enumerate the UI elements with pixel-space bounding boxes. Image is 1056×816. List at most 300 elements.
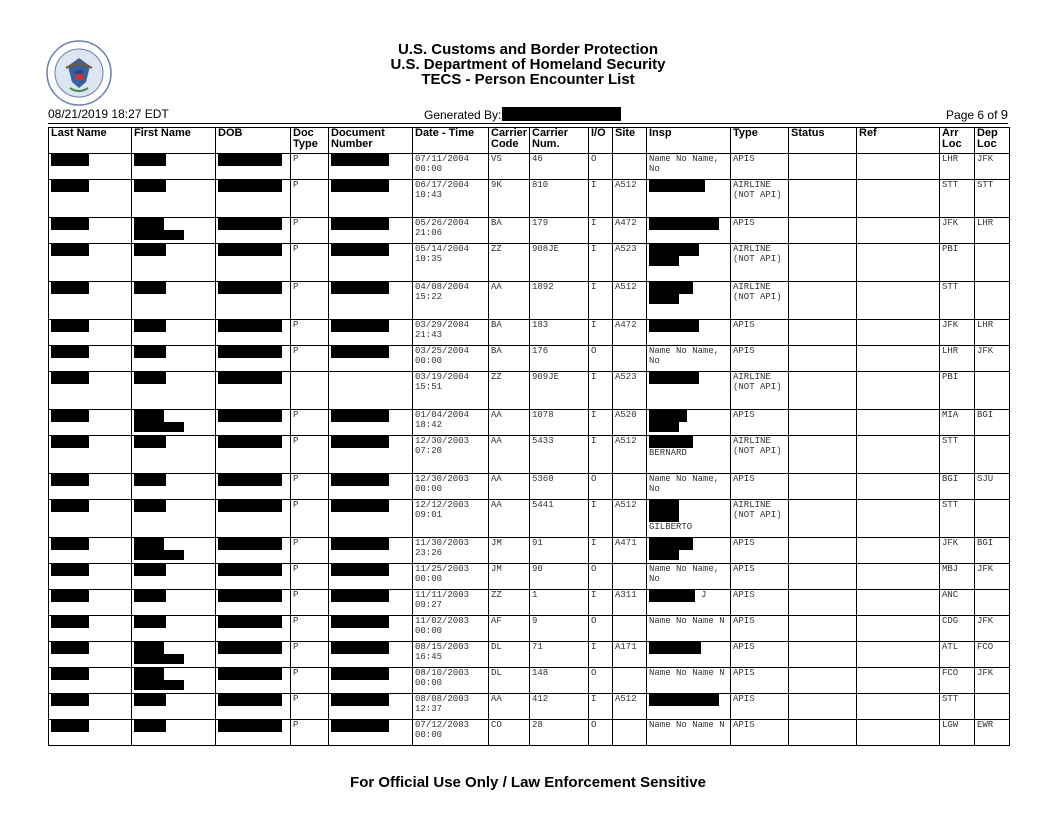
status-cell xyxy=(789,346,857,372)
redaction xyxy=(649,256,679,266)
generated-by-label: Generated By: xyxy=(424,108,502,122)
table-row xyxy=(49,320,1010,346)
insp-cell: Name No Name, No xyxy=(647,346,731,372)
type-cell: APIS xyxy=(731,218,789,244)
document-number-cell xyxy=(329,244,413,282)
carrier-code-cell: AA xyxy=(489,436,530,474)
arr-cell: PBI xyxy=(940,372,975,410)
table-header-row xyxy=(49,128,1010,154)
last-name-cell xyxy=(49,474,132,500)
redaction xyxy=(649,642,701,654)
page-total: 9 xyxy=(1000,107,1008,122)
last-name-cell xyxy=(49,668,132,694)
dob-cell xyxy=(216,346,291,372)
redaction xyxy=(649,294,679,304)
status-cell xyxy=(789,668,857,694)
footer-caveat: For Official Use Only / Law Enforcement Sensitive xyxy=(350,774,706,791)
arr-cell: PBI xyxy=(940,244,975,282)
column-header: Doc Type xyxy=(291,128,329,154)
last-name-cell xyxy=(49,244,132,282)
type-cell: APIS xyxy=(731,474,789,500)
redaction xyxy=(134,422,184,432)
io-cell: I xyxy=(589,694,613,720)
redaction xyxy=(331,218,389,230)
dob-cell xyxy=(216,474,291,500)
dep-cell: STT xyxy=(975,180,1010,218)
agency-title: U.S. Customs and Border Protection xyxy=(397,41,659,58)
redaction xyxy=(51,282,89,294)
arr-cell: LHR xyxy=(940,346,975,372)
table-row xyxy=(49,474,1010,500)
document-number-cell xyxy=(329,154,413,180)
redaction xyxy=(331,538,389,550)
carrier-code-cell: AA xyxy=(489,694,530,720)
table-row xyxy=(49,564,1010,590)
table-row xyxy=(49,616,1010,642)
redaction xyxy=(218,180,282,192)
redaction xyxy=(331,642,389,654)
dob-cell xyxy=(216,720,291,746)
carrier-code-cell: DL xyxy=(489,642,530,668)
column-header: Status xyxy=(789,128,857,154)
department-title: U.S. Department of Homeland Security xyxy=(390,56,666,73)
arr-cell: JFK xyxy=(940,218,975,244)
status-cell xyxy=(789,436,857,474)
redaction xyxy=(51,436,89,448)
io-cell: I xyxy=(589,410,613,436)
dep-cell: JFK xyxy=(975,346,1010,372)
date-time-cell: 11/25/2003 00:00 xyxy=(413,564,489,590)
redaction xyxy=(134,616,166,628)
document-number-cell xyxy=(329,218,413,244)
date-time-cell: 11/02/2003 00:00 xyxy=(413,616,489,642)
redaction xyxy=(134,218,164,230)
dep-cell: EWR xyxy=(975,720,1010,746)
status-cell xyxy=(789,154,857,180)
dob-cell xyxy=(216,180,291,218)
dep-cell xyxy=(975,500,1010,538)
carrier-code-cell: JM xyxy=(489,538,530,564)
ref-cell xyxy=(857,180,940,218)
table-row xyxy=(49,282,1010,320)
redaction xyxy=(51,244,89,256)
redaction xyxy=(649,244,699,256)
insp-cell xyxy=(647,500,731,538)
carrier-num-cell: 1078 xyxy=(530,410,589,436)
first-name-cell xyxy=(132,410,216,436)
io-cell: O xyxy=(589,720,613,746)
first-name-cell xyxy=(132,282,216,320)
date-time-cell: 01/04/2004 18:42 xyxy=(413,410,489,436)
dob-cell xyxy=(216,218,291,244)
document-number-cell xyxy=(329,616,413,642)
redaction xyxy=(134,320,166,332)
io-cell: O xyxy=(589,616,613,642)
dep-cell xyxy=(975,282,1010,320)
table-row xyxy=(49,244,1010,282)
site-cell: A520 xyxy=(613,410,647,436)
document-number-cell xyxy=(329,500,413,538)
carrier-num-cell: 909JE xyxy=(530,372,589,410)
redaction xyxy=(218,668,282,680)
document-number-cell xyxy=(329,694,413,720)
doc-type-cell: P xyxy=(291,500,329,538)
redaction xyxy=(331,720,389,732)
column-header: I/O xyxy=(589,128,613,154)
last-name-cell xyxy=(49,154,132,180)
dob-cell xyxy=(216,436,291,474)
site-cell xyxy=(613,474,647,500)
redaction xyxy=(51,218,89,230)
first-name-cell xyxy=(132,436,216,474)
first-name-cell xyxy=(132,218,216,244)
status-cell xyxy=(789,694,857,720)
doc-type-cell: P xyxy=(291,538,329,564)
redaction xyxy=(51,320,89,332)
redaction xyxy=(134,564,166,576)
last-name-cell xyxy=(49,720,132,746)
date-time-cell: 04/08/2004 15:22 xyxy=(413,282,489,320)
redaction xyxy=(134,346,166,358)
arr-cell: STT xyxy=(940,180,975,218)
arr-cell: MBJ xyxy=(940,564,975,590)
column-header: Site xyxy=(613,128,647,154)
date-time-cell: 08/15/2003 16:45 xyxy=(413,642,489,668)
site-cell: A472 xyxy=(613,218,647,244)
carrier-num-cell: 183 xyxy=(530,320,589,346)
dep-cell xyxy=(975,244,1010,282)
date-time-cell: 03/19/2004 15:51 xyxy=(413,372,489,410)
redaction xyxy=(331,564,389,576)
redaction xyxy=(51,500,89,512)
column-header: First Name xyxy=(132,128,216,154)
redaction xyxy=(51,372,89,384)
type-cell: APIS xyxy=(731,154,789,180)
doc-type-cell: P xyxy=(291,282,329,320)
dob-cell xyxy=(216,642,291,668)
dep-cell: LHR xyxy=(975,218,1010,244)
redaction xyxy=(649,422,679,432)
insp-cell: Name No Name, No xyxy=(647,154,731,180)
first-name-cell xyxy=(132,180,216,218)
table-row xyxy=(49,538,1010,564)
redaction xyxy=(331,436,389,448)
redaction xyxy=(218,538,282,550)
redaction xyxy=(218,474,282,486)
document-number-cell xyxy=(329,282,413,320)
redaction xyxy=(134,282,166,294)
redaction xyxy=(134,436,166,448)
report-timestamp: 08/21/2019 18:27 EDT xyxy=(48,107,169,121)
date-time-cell: 07/11/2004 00:00 xyxy=(413,154,489,180)
date-time-cell: 05/14/2004 10:35 xyxy=(413,244,489,282)
carrier-code-cell: ZZ xyxy=(489,590,530,616)
document-number-cell xyxy=(329,320,413,346)
first-name-cell xyxy=(132,538,216,564)
first-name-cell xyxy=(132,244,216,282)
dep-cell xyxy=(975,436,1010,474)
redaction xyxy=(218,720,282,732)
doc-type-cell: P xyxy=(291,436,329,474)
redaction xyxy=(218,694,282,706)
date-time-cell: 12/30/2003 07:20 xyxy=(413,436,489,474)
first-name-cell xyxy=(132,564,216,590)
dob-cell xyxy=(216,372,291,410)
dep-cell: SJU xyxy=(975,474,1010,500)
redaction xyxy=(331,668,389,680)
ref-cell xyxy=(857,410,940,436)
document-number-cell xyxy=(329,346,413,372)
ref-cell xyxy=(857,346,940,372)
redaction xyxy=(134,590,166,602)
redaction xyxy=(51,180,89,192)
redaction xyxy=(331,180,389,192)
generated-by xyxy=(424,107,621,122)
site-cell xyxy=(613,668,647,694)
column-header: Ref xyxy=(857,128,940,154)
doc-type-cell: P xyxy=(291,590,329,616)
doc-type-cell xyxy=(291,372,329,410)
insp-cell xyxy=(647,180,731,218)
site-cell: A512 xyxy=(613,180,647,218)
doc-type-cell: P xyxy=(291,474,329,500)
redaction xyxy=(331,474,389,486)
redaction xyxy=(134,550,184,560)
status-cell xyxy=(789,564,857,590)
type-cell: APIS xyxy=(731,564,789,590)
redaction xyxy=(649,694,719,706)
column-header: DOB xyxy=(216,128,291,154)
last-name-cell xyxy=(49,282,132,320)
site-cell xyxy=(613,564,647,590)
site-cell: A311 xyxy=(613,590,647,616)
io-cell: O xyxy=(589,474,613,500)
ref-cell xyxy=(857,436,940,474)
insp-cell xyxy=(647,218,731,244)
last-name-cell xyxy=(49,616,132,642)
arr-cell: ANC xyxy=(940,590,975,616)
arr-cell: ATL xyxy=(940,642,975,668)
status-cell xyxy=(789,500,857,538)
io-cell: I xyxy=(589,642,613,668)
last-name-cell xyxy=(49,538,132,564)
redaction xyxy=(218,244,282,256)
redaction xyxy=(331,282,389,294)
dob-cell xyxy=(216,538,291,564)
column-header: Insp xyxy=(647,128,731,154)
status-cell xyxy=(789,720,857,746)
table-row xyxy=(49,642,1010,668)
status-cell xyxy=(789,282,857,320)
page-indicator xyxy=(946,107,1008,122)
carrier-code-cell: BA xyxy=(489,218,530,244)
redaction xyxy=(134,410,164,422)
column-header: Type xyxy=(731,128,789,154)
first-name-cell xyxy=(132,372,216,410)
doc-type-cell: P xyxy=(291,218,329,244)
first-name-cell xyxy=(132,500,216,538)
type-cell: APIS xyxy=(731,694,789,720)
date-time-cell: 03/25/2004 00:00 xyxy=(413,346,489,372)
first-name-cell xyxy=(132,642,216,668)
type-cell: APIS xyxy=(731,538,789,564)
page-label: Page 6 of xyxy=(946,108,998,122)
arr-cell: STT xyxy=(940,500,975,538)
table-row xyxy=(49,694,1010,720)
dob-cell xyxy=(216,410,291,436)
insp-cell xyxy=(647,244,731,282)
dep-cell: JFK xyxy=(975,564,1010,590)
insp-cell xyxy=(647,538,731,564)
insp-cell: Name No Name N xyxy=(647,616,731,642)
document-number-cell xyxy=(329,538,413,564)
redaction xyxy=(51,474,89,486)
first-name-cell xyxy=(132,694,216,720)
site-cell: A523 xyxy=(613,244,647,282)
doc-type-cell: P xyxy=(291,154,329,180)
first-name-cell xyxy=(132,474,216,500)
redaction xyxy=(51,346,89,358)
date-time-cell: 03/29/2004 21:43 xyxy=(413,320,489,346)
doc-type-cell: P xyxy=(291,720,329,746)
first-name-cell xyxy=(132,154,216,180)
redaction xyxy=(649,320,699,332)
date-time-cell: 11/30/2003 23:26 xyxy=(413,538,489,564)
ref-cell xyxy=(857,320,940,346)
redaction xyxy=(134,372,166,384)
redaction xyxy=(51,694,89,706)
io-cell: O xyxy=(589,154,613,180)
table-row xyxy=(49,590,1010,616)
column-header: Carrier Num. xyxy=(530,128,589,154)
insp-cell: Name No Name N xyxy=(647,720,731,746)
type-cell: APIS xyxy=(731,346,789,372)
redaction xyxy=(649,218,719,230)
redaction xyxy=(134,680,184,690)
io-cell: I xyxy=(589,282,613,320)
type-cell: AIRLINE (NOT API) xyxy=(731,244,789,282)
insp-cell xyxy=(647,694,731,720)
insp-text: J xyxy=(701,590,707,600)
last-name-cell xyxy=(49,410,132,436)
first-name-cell xyxy=(132,346,216,372)
insp-cell: Name No Name N xyxy=(647,668,731,694)
status-cell xyxy=(789,410,857,436)
doc-type-cell: P xyxy=(291,180,329,218)
redaction xyxy=(649,550,679,560)
site-cell xyxy=(613,720,647,746)
insp-cell xyxy=(647,642,731,668)
date-time-cell: 12/30/2003 00:00 xyxy=(413,474,489,500)
dep-cell: JFK xyxy=(975,668,1010,694)
site-cell xyxy=(613,154,647,180)
date-time-cell: 05/26/2004 21:06 xyxy=(413,218,489,244)
type-cell: APIS xyxy=(731,410,789,436)
ref-cell xyxy=(857,500,940,538)
io-cell: I xyxy=(589,244,613,282)
arr-cell: STT xyxy=(940,282,975,320)
type-cell: AIRLINE (NOT API) xyxy=(731,372,789,410)
dep-cell xyxy=(975,372,1010,410)
report-title: TECS - Person Encounter List xyxy=(421,71,635,88)
io-cell: I xyxy=(589,218,613,244)
redaction xyxy=(649,538,693,550)
dep-cell xyxy=(975,694,1010,720)
carrier-code-cell: VS xyxy=(489,154,530,180)
carrier-num-cell: 90 xyxy=(530,564,589,590)
document-number-cell xyxy=(329,436,413,474)
date-time-cell: 11/11/2003 09:27 xyxy=(413,590,489,616)
status-cell xyxy=(789,180,857,218)
column-header: Last Name xyxy=(49,128,132,154)
redaction xyxy=(134,474,166,486)
carrier-code-cell: AA xyxy=(489,500,530,538)
redaction xyxy=(331,244,389,256)
doc-type-cell: P xyxy=(291,346,329,372)
insp-text: BERNARD xyxy=(649,448,687,458)
last-name-cell xyxy=(49,590,132,616)
status-cell xyxy=(789,538,857,564)
ref-cell xyxy=(857,564,940,590)
document-number-cell xyxy=(329,590,413,616)
redaction xyxy=(134,668,164,680)
dob-cell xyxy=(216,564,291,590)
status-cell xyxy=(789,642,857,668)
site-cell: A472 xyxy=(613,320,647,346)
arr-cell: LGW xyxy=(940,720,975,746)
column-header: Dep Loc xyxy=(975,128,1010,154)
carrier-code-cell: BA xyxy=(489,320,530,346)
io-cell: I xyxy=(589,538,613,564)
ref-cell xyxy=(857,244,940,282)
redaction xyxy=(218,500,282,512)
date-time-cell: 08/10/2003 00:00 xyxy=(413,668,489,694)
table-row xyxy=(49,218,1010,244)
site-cell: A512 xyxy=(613,500,647,538)
carrier-num-cell: 9 xyxy=(530,616,589,642)
table-row xyxy=(49,372,1010,410)
carrier-code-cell: DL xyxy=(489,668,530,694)
encounter-table xyxy=(48,127,1010,746)
redaction xyxy=(218,410,282,422)
carrier-num-cell: 5433 xyxy=(530,436,589,474)
dep-cell: LHR xyxy=(975,320,1010,346)
dob-cell xyxy=(216,694,291,720)
dep-cell: JFK xyxy=(975,616,1010,642)
type-cell: AIRLINE (NOT API) xyxy=(731,500,789,538)
carrier-code-cell: AA xyxy=(489,282,530,320)
redaction xyxy=(218,154,282,166)
redaction xyxy=(331,500,389,512)
status-cell xyxy=(789,244,857,282)
carrier-num-cell: 71 xyxy=(530,642,589,668)
doc-type-cell: P xyxy=(291,564,329,590)
insp-cell xyxy=(647,320,731,346)
date-time-cell: 06/17/2004 10:43 xyxy=(413,180,489,218)
carrier-num-cell: 28 xyxy=(530,720,589,746)
last-name-cell xyxy=(49,564,132,590)
type-cell: APIS xyxy=(731,720,789,746)
status-cell xyxy=(789,590,857,616)
carrier-code-cell: JM xyxy=(489,564,530,590)
table-row xyxy=(49,436,1010,474)
redaction xyxy=(134,642,164,654)
first-name-cell xyxy=(132,590,216,616)
date-time-cell: 08/08/2003 12:37 xyxy=(413,694,489,720)
insp-cell xyxy=(647,410,731,436)
site-cell: A471 xyxy=(613,538,647,564)
ref-cell xyxy=(857,616,940,642)
